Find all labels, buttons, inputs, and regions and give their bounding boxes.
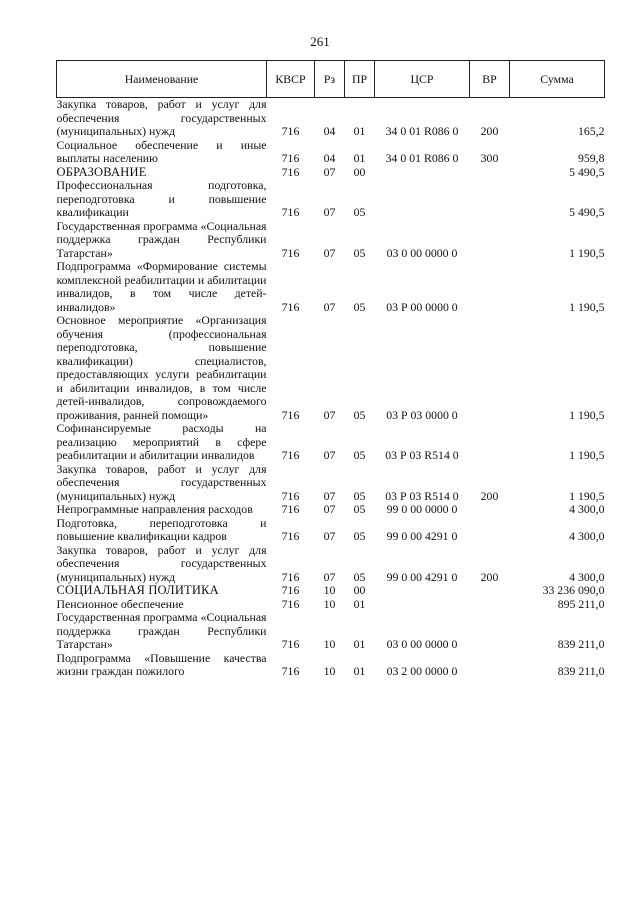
row-pr: 05 [353, 569, 366, 584]
row-pr: 01 [353, 151, 366, 165]
row-sum: 1 190,5 [569, 299, 605, 314]
row-rz: 04 [323, 124, 336, 138]
row-sum: 5 490,5 [569, 205, 605, 219]
row-pr: 00 [353, 164, 366, 179]
table-body [57, 98, 605, 679]
row-csr: 03 Р 00 0000 0 [386, 299, 458, 314]
row-kvsr: 716 [281, 569, 300, 584]
row-pr: 01 [353, 664, 366, 678]
row-pr: 05 [353, 488, 366, 503]
row-sum: 895 211,0 [557, 596, 605, 611]
row-name: СОЦИАЛЬНАЯ ПОЛИТИКА [56, 583, 219, 597]
row-sum: 5 490,5 [569, 164, 605, 179]
row-sum: 839 211,0 [557, 664, 605, 678]
row-kvsr: 716 [281, 299, 300, 314]
row-sum: 4 300,0 [569, 529, 605, 543]
header-kvsr: КВСР [267, 61, 315, 98]
row-name: Государственная программа «Социальная поддержка граждан Республики Татарстан» [56, 610, 267, 651]
row-pr: 05 [353, 407, 366, 422]
row-pr: 05 [353, 245, 366, 260]
table-row [57, 179, 605, 220]
row-kvsr: 716 [281, 407, 300, 422]
row-rz: 07 [323, 407, 336, 422]
table-row [57, 314, 605, 422]
row-vr [470, 179, 510, 220]
row-rz: 07 [323, 529, 336, 543]
row-vr: 200 [480, 488, 499, 503]
table-row [57, 166, 605, 180]
row-vr [470, 220, 510, 261]
row-rz: 07 [323, 245, 336, 260]
row-kvsr: 716 [281, 151, 300, 165]
row-pr: 05 [353, 529, 366, 543]
row-vr [470, 517, 510, 544]
row-name: Основное мероприятие «Организация обучения (профессиональная переподготовка, повышение квалификации) специалистов, предоставляющих услуги реабилитации и абилитации инвалидов, в том числе детей-инвалидов, сопровождаемого проживания, ранней помощи» [56, 313, 267, 422]
row-name: Пенсионное обеспечение [56, 596, 184, 611]
row-kvsr: 716 [281, 637, 300, 651]
row-csr [375, 584, 470, 598]
table-row [57, 652, 605, 679]
row-vr [470, 598, 510, 612]
row-vr [470, 166, 510, 180]
row-name: Закупка товаров, работ и услуг для обеспечения государственных (муниципальных) нужд [56, 461, 267, 503]
row-name: Непрограммные направления расходов [56, 502, 253, 516]
row-rz: 07 [323, 488, 336, 503]
row-pr: 05 [353, 205, 366, 219]
table-row [57, 139, 605, 166]
row-name: Закупка товаров, работ и услуг для обеспечения государственных (муниципальных) нужд [56, 97, 267, 138]
row-rz: 07 [323, 502, 336, 516]
row-vr [470, 260, 510, 314]
table-row [57, 98, 605, 139]
row-vr [470, 314, 510, 422]
table-row [57, 544, 605, 585]
row-csr: 03 Р 03 R514 0 [385, 448, 459, 462]
row-pr: 05 [353, 502, 366, 516]
row-rz: 10 [323, 637, 336, 651]
row-vr: 200 [480, 124, 499, 138]
budget-table [56, 60, 605, 679]
row-sum: 1 190,5 [569, 448, 605, 462]
row-kvsr: 716 [281, 124, 300, 138]
row-name: Закупка товаров, работ и услуг для обеспечения государственных (муниципальных) нужд [56, 542, 267, 584]
table-row [57, 611, 605, 652]
row-name: Подпрограмма «Формирование системы комплексной реабилитации и абилитации инвалидов, в том числе детей-инвалидов» [56, 259, 267, 314]
table-row [57, 463, 605, 504]
row-csr: 03 2 00 0000 0 [386, 664, 458, 678]
row-vr: 200 [480, 569, 499, 584]
row-kvsr: 716 [281, 529, 300, 543]
table-row [57, 517, 605, 544]
row-csr [375, 598, 470, 612]
row-vr [470, 422, 510, 463]
row-kvsr: 716 [281, 448, 300, 462]
row-kvsr: 716 [281, 205, 300, 219]
row-csr: 99 0 00 0000 0 [386, 502, 458, 516]
row-kvsr: 716 [281, 664, 300, 678]
row-csr: 03 0 00 0000 0 [386, 637, 458, 651]
row-rz: 07 [323, 569, 336, 584]
row-pr: 05 [353, 448, 366, 462]
row-csr: 99 0 00 4291 0 [386, 569, 458, 584]
row-pr: 01 [353, 124, 366, 138]
row-csr: 03 0 00 0000 0 [386, 245, 458, 260]
row-csr: 03 Р 03 R514 0 [385, 488, 459, 503]
row-rz: 10 [323, 664, 336, 678]
row-rz: 10 [323, 583, 336, 597]
row-name: Софинансируемые расходы на реализацию мероприятий в сфере реабилитации и абилитации инвалидов [56, 421, 267, 462]
row-pr: 01 [353, 596, 366, 611]
row-kvsr: 716 [281, 596, 300, 611]
row-sum: 839 211,0 [557, 637, 605, 651]
row-kvsr: 716 [281, 583, 300, 597]
row-kvsr: 716 [281, 245, 300, 260]
row-rz: 04 [323, 151, 336, 165]
table-header [57, 61, 605, 98]
row-kvsr: 716 [281, 488, 300, 503]
row-csr: 03 Р 03 0000 0 [386, 407, 458, 422]
row-pr: 01 [353, 637, 366, 651]
header-rz: Рз [315, 61, 345, 98]
row-kvsr: 716 [281, 164, 300, 179]
row-sum: 959,8 [577, 151, 605, 165]
row-pr: 00 [353, 583, 366, 597]
row-csr: 34 0 01 R086 0 [385, 151, 459, 165]
row-pr: 05 [353, 299, 366, 314]
row-rz: 10 [323, 596, 336, 611]
header-sum: Сумма [510, 61, 605, 98]
table-row [57, 584, 605, 598]
table-row [57, 598, 605, 612]
table-row [57, 260, 605, 314]
row-name: Социальное обеспечение и иные выплаты населению [56, 137, 267, 165]
header-name: Наименование [57, 61, 267, 98]
row-vr: 300 [480, 151, 499, 165]
table-row [57, 220, 605, 261]
row-kvsr: 716 [281, 502, 300, 516]
row-csr [375, 179, 470, 220]
row-vr [470, 652, 510, 679]
table-row [57, 503, 605, 517]
row-csr: 34 0 01 R086 0 [385, 124, 459, 138]
table-row [57, 422, 605, 463]
row-rz: 07 [323, 299, 336, 314]
row-sum: 165,2 [577, 124, 605, 138]
row-sum: 4 300,0 [569, 569, 605, 584]
row-vr [470, 611, 510, 652]
row-name: ОБРАЗОВАНИЕ [56, 164, 147, 179]
header-vr: ВР [470, 61, 510, 98]
row-sum: 1 190,5 [569, 407, 605, 422]
row-sum: 1 190,5 [569, 488, 605, 503]
row-vr [470, 584, 510, 598]
header-csr: ЦСР [375, 61, 470, 98]
row-name: Подготовка, переподготовка и повышение квалификации кадров [56, 515, 267, 543]
row-rz: 07 [323, 448, 336, 462]
row-csr [375, 166, 470, 180]
header-pr: ПР [345, 61, 375, 98]
row-csr: 99 0 00 4291 0 [386, 529, 458, 543]
row-name: Подпрограмма «Повышение качества жизни граждан пожилого [56, 650, 267, 678]
row-sum: 1 190,5 [569, 245, 605, 260]
row-sum: 33 236 090,0 [542, 583, 605, 597]
row-rz: 07 [323, 164, 336, 179]
page-number: 261 [310, 34, 330, 49]
row-vr [470, 503, 510, 517]
row-rz: 07 [323, 205, 336, 219]
row-name: Профессиональная подготовка, переподготовка и повышение квалификации [56, 178, 267, 219]
row-name: Государственная программа «Социальная поддержка граждан Республики Татарстан» [56, 218, 267, 260]
row-sum: 4 300,0 [569, 502, 605, 516]
